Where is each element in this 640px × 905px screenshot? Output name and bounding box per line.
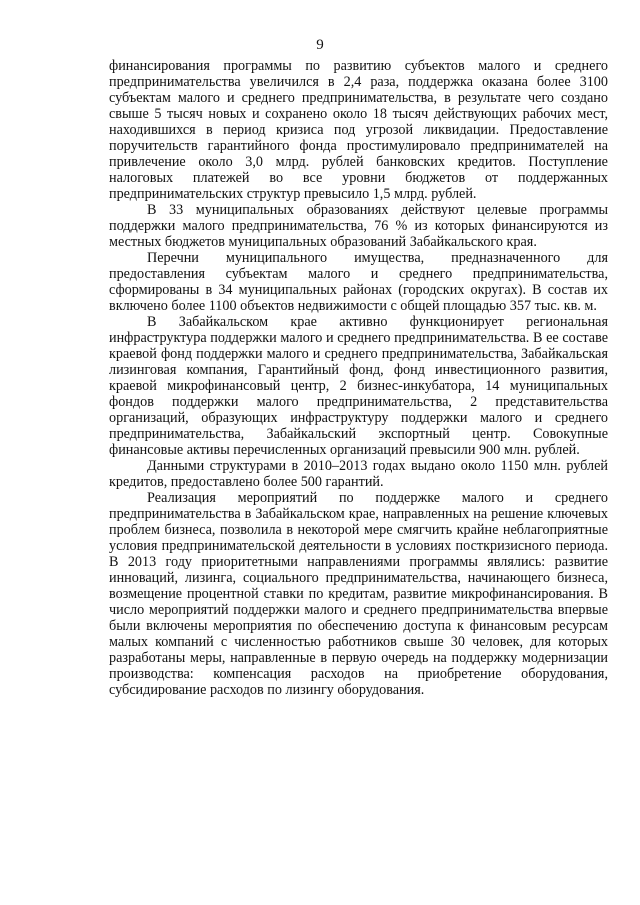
document-body — [109, 58, 608, 698]
paragraph-5: Данными структурами в 2010–2013 годах выдано около 1150 млн. рублей кредитов, предоставлено более 500 гарантий. — [109, 458, 608, 490]
paragraph-1: финансирования программы по развитию субъектов малого и среднего предпринимательства увеличился в 2,4 раза, поддержка оказана более 3100 субъектам малого и среднего предпринимательства, в результате чего создано свыше 5 тысяч новых и сохранено около 18 тысяч действующих рабочих мест, находившихся в период кризиса под угрозой ликвидации. Предоставление поручительств гарантийного фонда простимулировало предпринимателей на привлечение около 3,0 млрд. рублей банковских кредитов. Поступление налоговых платежей во все уровни бюджетов от поддержанных предпринимательских структур превысило 1,5 млрд. рублей. — [109, 58, 608, 202]
paragraph-6: Реализация мероприятий по поддержке малого и среднего предпринимательства в Забайкальском крае, направленных на решение ключевых проблем бизнеса, позволила в некоторой мере смягчить крайне неблагоприятные условия предпринимательской деятельности в условиях посткризисного периода. В 2013 году приоритетными направлениями программы являлись: развитие инноваций, лизинга, социального предпринимательства, начинающего бизнеса, возмещение процентной ставки по кредитам, развитие микрофинансирования. В число мероприятий поддержки малого и среднего предпринимательства впервые были включены мероприятия по обеспечению доступа к финансовым ресурсам малых компаний с численностью работников свыше 30 человек, для которых разработаны меры, направленные в первую очередь на поддержку модернизации производства: компенсация расходов на приобретение оборудования, субсидирование расходов по лизингу оборудования. — [109, 490, 608, 698]
paragraph-2: В 33 муниципальных образованиях действуют целевые программы поддержки малого предпринимательства, 76 % из которых финансируются из местных бюджетов муниципальных образований Забайкальского края. — [109, 202, 608, 250]
paragraph-3: Перечни муниципального имущества, предназначенного для предоставления субъектам малого и среднего предпринимательства, сформированы в 34 муниципальных районах (городских округах). В состав их включено более 1100 объектов недвижимости с общей площадью 357 тыс. кв. м. — [109, 250, 608, 314]
page-number: 9 — [316, 37, 324, 53]
paragraph-4: В Забайкальском крае активно функционирует региональная инфраструктура поддержки малого и среднего предпринимательства. В ее составе краевой фонд поддержки малого и среднего предпринимательства, Забайкальская лизинговая компания, Гарантийный фонд, фонд инвестиционного развития, краевой микрофинансовый центр, 2 бизнес-инкубатора, 14 муниципальных фондов поддержки малого предпринимательства, 2 представительства организаций, образующих инфраструктуру поддержки малого и среднего предпринимательства, Забайкальский экспортный центр. Совокупные финансовые активы перечисленных организаций превысили 900 млн. рублей. — [109, 314, 608, 458]
